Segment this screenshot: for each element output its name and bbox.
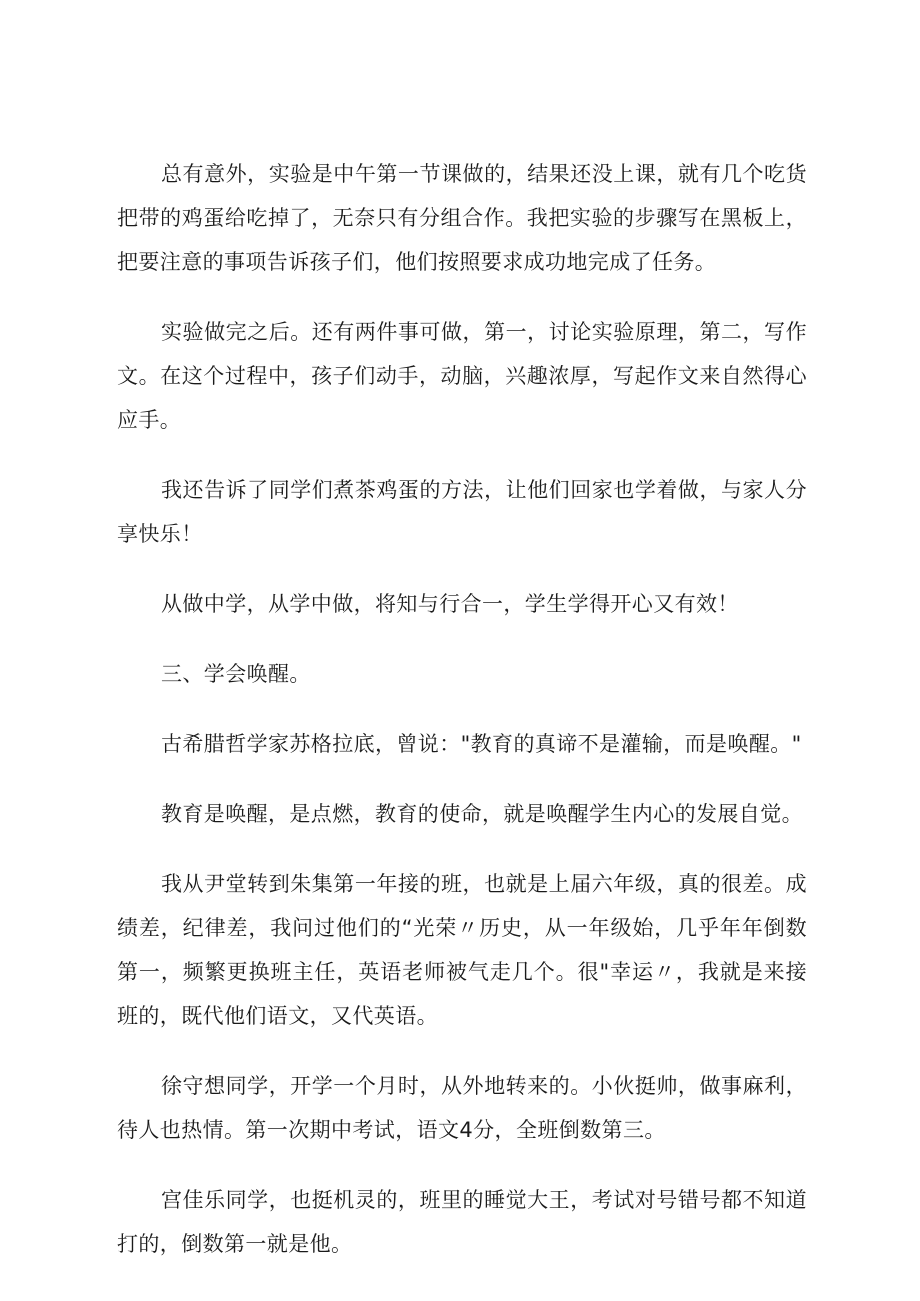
paragraph-student-gong: 宫佳乐同学，也挺机灵的，班里的睡觉大王，考试对号错号都不知道打的，倒数第一就是他。	[117, 1188, 807, 1256]
paragraph-class-history: 我从尹堂转到朱集第一年接的班，也就是上届六年级，真的很差。成绩差，纪律差，我问过他们的“光荣〃历史，从一年级始，几乎年年倒数第一，频繁更换班主任，英语老师被气走几个。很"幸运〃，我就是来接班的，既代他们语文，又代英语。	[117, 872, 807, 1028]
document-body	[117, 152, 807, 1292]
paragraph-socrates-quote: 古希腊哲学家苏格拉底，曾说："教育的真谛不是灌输，而是唤醒。"	[161, 732, 802, 756]
paragraph-experiment-accident: 总有意外，实验是中午第一节课做的，结果还没上课，就有几个吃货把带的鸡蛋给吃掉了，无奈只有分组合作。我把实验的步骤写在黑板上，把要注意的事项告诉孩子们，他们按照要求成功地完成了任务。	[117, 162, 807, 274]
paragraph-student-xu: 徐守想同学，开学一个月时，从外地转来的。小伙挺帅，做事麻利，待人也热情。第一次期中考试，语文4分，全班倒数第三。	[117, 1074, 807, 1142]
paragraph-learning-by-doing: 从做中学，从学中做，将知与行合一，学生学得开心又有效！	[161, 592, 739, 616]
section-heading-awakening: 三、学会唤醒。	[161, 662, 311, 686]
paragraph-after-experiment: 实验做完之后。还有两件事可做，第一，讨论实验原理，第二，写作文。在这个过程中，孩子们动手，动脑，兴趣浓厚，写起作文来自然得心应手。	[117, 320, 807, 432]
paragraph-education-mission: 教育是唤醒，是点燃，教育的使命，就是唤醒学生内心的发展自觉。	[161, 802, 803, 826]
paragraph-tea-egg-method: 我还告诉了同学们煮茶鸡蛋的方法，让他们回家也学着做，与家人分享快乐！	[117, 478, 807, 546]
